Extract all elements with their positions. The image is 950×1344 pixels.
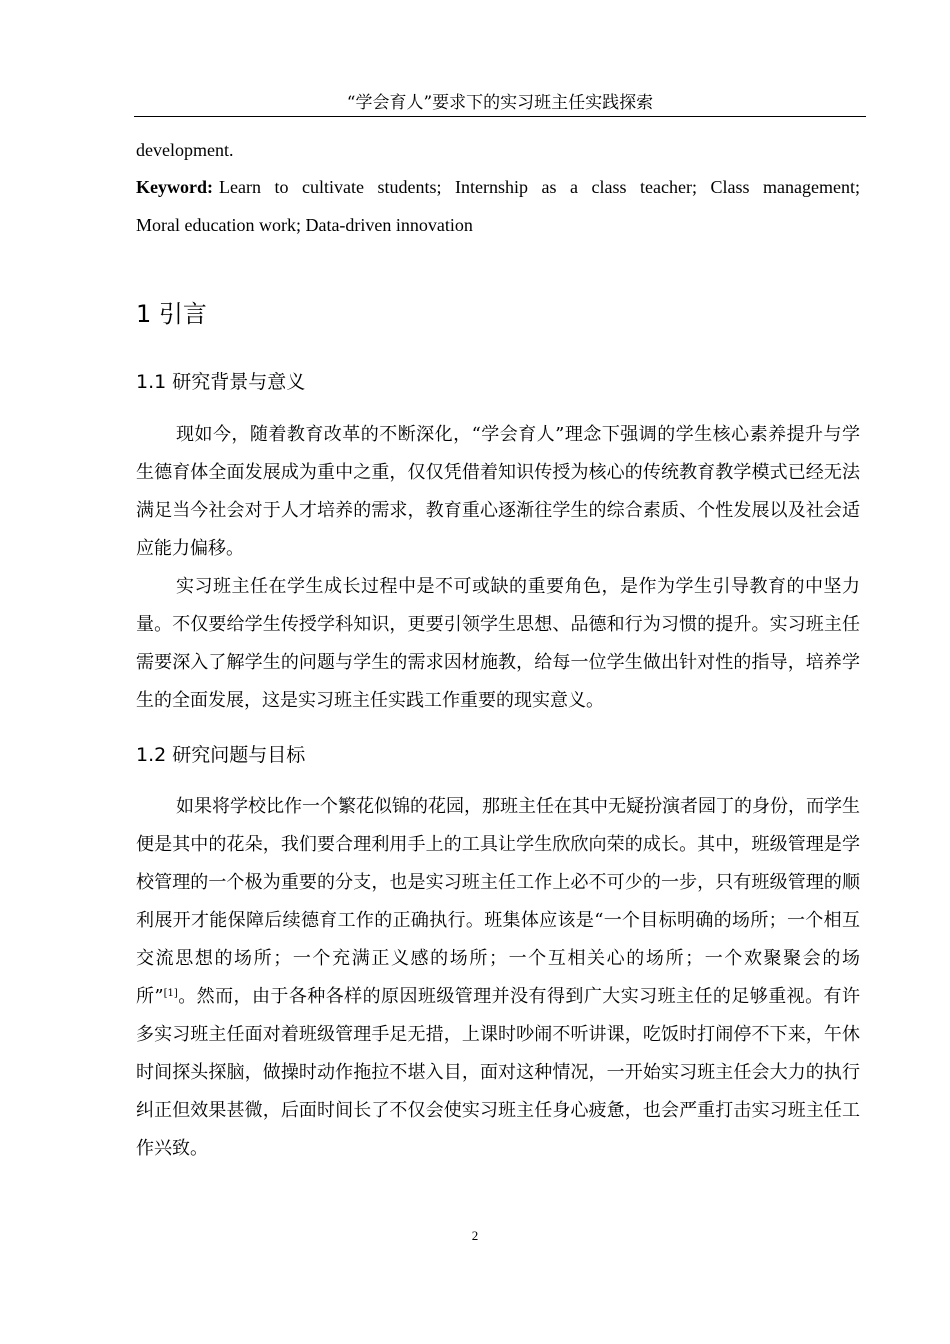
keyword-label: Keyword: — [136, 177, 213, 197]
paragraph-background-1: 现如今，随着教育改革的不断深化，“学会育人”理念下强调的学生核心素养提升与学生德育体全面发展成为重中之重，仅仅凭借着知识传授为核心的传统教育教学模式已经无法满足当今社会对于人才培养的需求，教育重心逐渐往学生的综合素质、个性发展以及社会适应能力偏移。 — [136, 424, 860, 559]
citation-marker[interactable]: [1] — [163, 988, 178, 999]
subsection-heading-background: 1.1 研究背景与意义 — [136, 371, 306, 393]
paragraph-problem — [136, 788, 860, 1168]
keywords-line-1 — [136, 168, 860, 206]
page-number: 2 — [471, 1228, 479, 1243]
paragraph-background-2: 实习班主任在学生成长过程中是不可或缺的重要角色，是作为学生引导教育的中坚力量。不仅要给学生传授学科知识，更要引领学生思想、品德和行为习惯的提升。实习班主任需要深入了解学生的问题与学生的需求因材施教，给每一位学生做出针对性的指导，培养学生的全面发展，这是实习班主任实践工作重要的现实意义。 — [136, 576, 860, 711]
paragraph-problem-part-2: 。然而，由于各种各样的原因班级管理并没有得到广大实习班主任的足够重视。有许多实习班主任面对着班级管理手足无措，上课时吵闹不听讲课，吃饭时打闹停不下来，午休时间探头探脑，做操时动作拖拉不堪入目，面对这种情况，一开始实习班主任会大力的执行纠正但效果甚微，后面时间长了不仅会使实习班主任身心疲惫，也会严重打击实习班主任工作兴致。 — [136, 986, 860, 1159]
keywords-text: Learn to cultivate students; Internship as a class teacher; Class management; — [218, 177, 860, 197]
running-header: “学会育人”要求下的实习班主任实践探索 — [134, 90, 866, 117]
section-heading-introduction: 1 引言 — [136, 300, 207, 328]
subsection-heading-problem: 1.2 研究问题与目标 — [136, 744, 306, 766]
abstract-tail: development. — [136, 140, 234, 160]
keywords-line-2: Moral education work; Data-driven innovation — [136, 215, 473, 235]
paragraph-problem-part-1: 如果将学校比作一个繁花似锦的花园，那班主任在其中无疑扮演者园丁的身份，而学生便是其中的花朵，我们要合理利用手上的工具让学生欣欣向荣的成长。其中，班级管理是学校管理的一个极为重要的分支，也是实习班主任工作上必不可少的一步，只有班级管理的顺利展开才能保障后续德育工作的正确执行。班集体应该是“一个目标明确的场所；一个相互交流思想的场所；一个充满正义感的场所；一个互相关心的场所；一个欢聚聚会的场所” — [136, 796, 860, 1007]
